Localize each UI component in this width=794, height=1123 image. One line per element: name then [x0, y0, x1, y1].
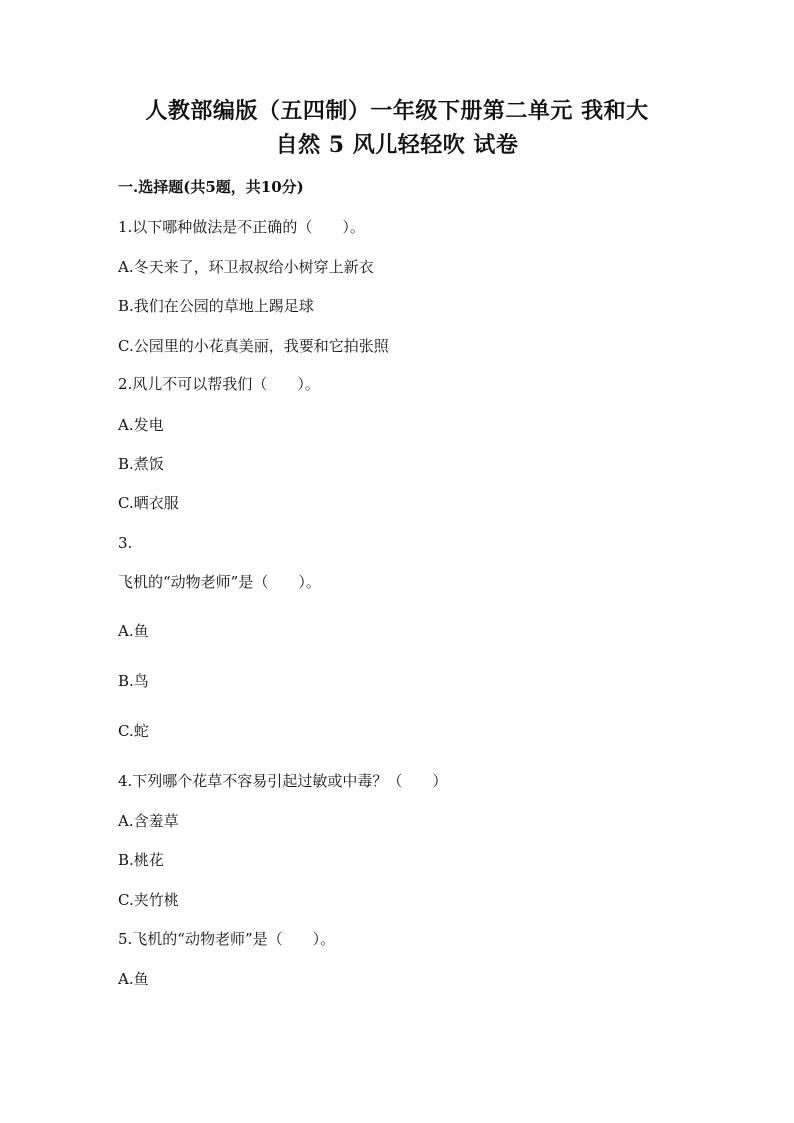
- question-2-option-c: C.晒衣服: [118, 494, 179, 512]
- question-2-option-b: B.煮饭: [118, 455, 164, 473]
- question-4-option-b: B.桃花: [118, 851, 164, 869]
- question-1-stem: 1.以下哪种做法是不正确的（ ）。: [118, 218, 365, 236]
- question-5-option-a: A.鱼: [118, 970, 149, 988]
- question-3-option-c: C.蛇: [118, 722, 149, 740]
- question-4-option-a: A.含羞草: [118, 812, 179, 830]
- question-5-stem: 5.飞机的“动物老师”是（ ）。: [118, 930, 336, 948]
- document-title-line-2: 自然 5 风儿轻轻吹 试卷: [275, 132, 519, 158]
- question-2-stem: 2.风儿不可以帮我们（ ）。: [118, 375, 320, 393]
- question-1-option-b: B.我们在公园的草地上踢足球: [118, 297, 314, 315]
- question-4-option-c: C.夹竹桃: [118, 891, 179, 909]
- document-title-line-1: 人教部编版（五四制）一年级下册第二单元 我和大: [145, 98, 649, 124]
- question-3-option-a: A.鱼: [118, 622, 149, 640]
- question-2-option-a: A.发电: [118, 416, 164, 434]
- question-1-option-c: C.公园里的小花真美丽，我要和它拍张照: [118, 337, 389, 355]
- question-1-option-a: A.冬天来了，环卫叔叔给小树穿上新衣: [118, 258, 374, 276]
- question-3-stem: 飞机的“动物老师”是（ ）。: [118, 573, 321, 591]
- question-3-number: 3.: [118, 534, 133, 552]
- question-4-stem: 4.下列哪个花草不容易引起过敏或中毒？（ ）: [118, 772, 448, 790]
- section-heading: 一.选择题(共5题，共10分): [118, 178, 304, 196]
- question-3-option-b: B.鸟: [118, 672, 149, 690]
